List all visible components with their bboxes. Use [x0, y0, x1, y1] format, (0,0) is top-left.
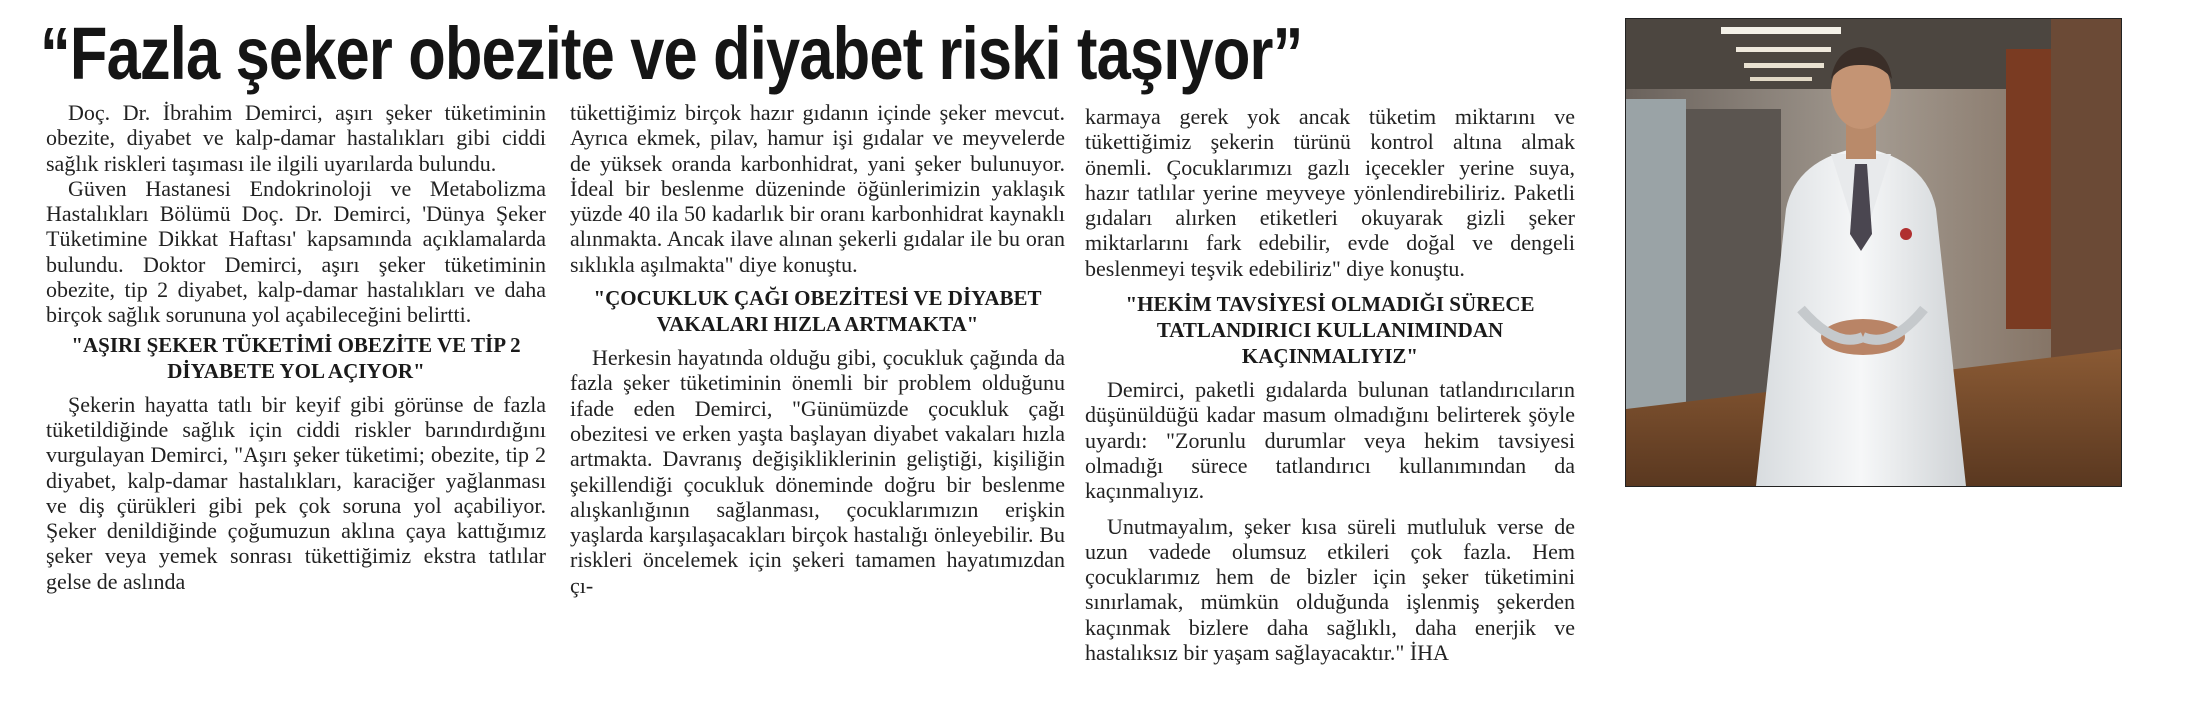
paragraph: Demirci, paketli gıdalarda bulunan tatlandırıcıların düşünüldüğü kadar masum olmadığını belirterek şöyle uyardı: "Zorunlu durumlar veya hekim tavsiyesi olmadığı sürece tatlandırıcı kullanımından da kaçınmalıyız. — [1085, 377, 1575, 504]
headline: “Fazla şeker obezite ve diyabet riski taşıyor” — [40, 12, 1303, 95]
subheading: "ÇOCUKLUK ÇAĞI OBEZİTESİ VE DİYABET VAKALARI HIZLA ARTMAKTA" — [593, 286, 1042, 337]
subheading: "HEKİM TAVSİYESİ OLMADIĞI SÜRECE TATLANDIRICI KULLANIMINDAN KAÇINMALIYIZ" — [1125, 292, 1535, 369]
paragraph: Herkesin hayatında olduğu gibi, çocukluk çağında da fazla şeker tüketiminin önemli bir problem olduğunu ifade eden Demirci, "Günümüzde çocukluk çağı obezitesi ve erken yaşta başlayan diyabet vakaları hızla artmakta. Davranış değişikliklerinin geliştiği, kişiliğin şekillendiği çocukluk döneminde doğru bir beslenme alışkanlığının sağlanması, çocuklarımızın erişkin yaşlarda karşılaşacakları birçok hastalığı önleyebilir. Bu riskleri öncelemek için şekeri tamamen hayatımızdan çı- — [570, 345, 1065, 598]
article-column-3 — [1085, 104, 1575, 665]
paragraph: Unutmayalım, şeker kısa süreli mutluluk verse de uzun vadede olumsuz etkileri çok fazla. Hem çocuklarımız hem de bizler için şeker tüketimini sınırlamak, mümkün olduğunda işlenmiş şekerden kaçınmak bizlere daha sağlıklı, daha enerjik ve hastalıksız bir yaşam sağlayacaktır." İHA — [1085, 513, 1575, 666]
paragraph: Doç. Dr. İbrahim Demirci, aşırı şeker tüketiminin obezite, diyabet ve kalp-damar hastalıkları gibi ciddi sağlık riskleri taşıması ile ilgili uyarılarda bulundu. — [46, 100, 546, 176]
paragraph: Güven Hastanesi Endokrinoloji ve Metabolizma Hastalıkları Bölümü Doç. Dr. Demirci, 'Dünya Şeker Tüketimine Dikkat Haftası' kapsamında açıklamalarda bulundu. Doktor Demirci, aşırı şeker tüketiminin obezite, tip 2 diyabet, kalp-damar hastalıkları ve daha birçok sağlık sorununa yol açabileceğini belirtti. — [46, 175, 546, 328]
article-column-2 — [570, 100, 1065, 598]
paragraph: Şekerin hayatta tatlı bir keyif gibi görünse de fazla tüketildiğinde sağlık için ciddi riskler barındırdığını vurgulayan Demirci, "Aşırı şeker tüketimi; obezite, tip 2 diyabet, kalp-damar hastalıkları, karaciğer yağlanması ve diş çürükleri gibi pek çok soruna yol açabiliyor. Şeker denildiğinde çoğumuzun aklına çaya kattığımız şeker veya yemek sonrası tükettiğimiz ekstra tatlılar gelse de aslında — [46, 391, 546, 594]
subheading: "AŞIRI ŞEKER TÜKETİMİ OBEZİTE VE TİP 2 DİYABETE YOL AÇIYOR" — [71, 332, 521, 383]
doctor-photo — [1625, 18, 2122, 487]
paragraph: tükettiğimiz birçok hazır gıdanın içinde şeker mevcut. Ayrıca ekmek, pilav, hamur işi gıdalar ve meyvelerde de yüksek oranda karbonhidrat, yani şeker bulunuyor. İdeal bir beslenme düzeninde öğünlerimizin yaklaşık yüzde 40 ila 50 kadarlık bir oranı karbonhidrat kaynaklı alınmakta. Ancak ilave alınan şekerli gıdalar ile bu oran sıklıkla aşılmakta" diye konuştu. — [570, 100, 1065, 277]
paragraph: karmaya gerek yok ancak tüketim miktarını ve tükettiğimiz şekerin türünü kontrol altına almak önemli. Çocuklarımızı gazlı içecekler yerine suya, hazır tatlılar yerine meyveye yönlendirebiliriz. Paketli gıdaları alırken etiketleri okuyarak gizli şeker miktarlarını fark edebilir, evde doğal ve dengeli beslenmeyi teşvik edebiliriz" diye konuştu. — [1085, 104, 1575, 281]
article-column-1 — [46, 100, 546, 594]
